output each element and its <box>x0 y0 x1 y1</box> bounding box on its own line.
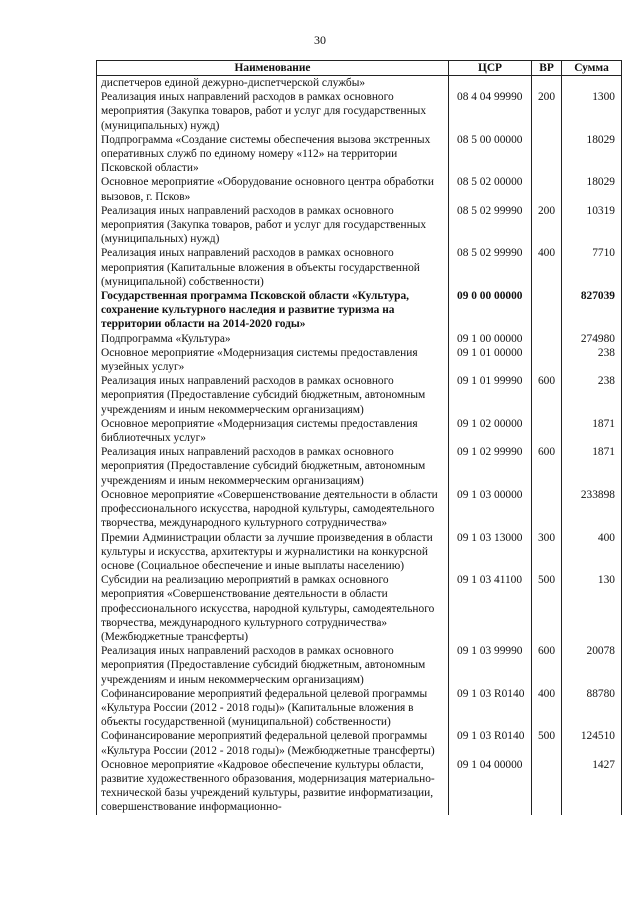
table-row <box>97 332 622 346</box>
row-vr: 400 <box>532 687 562 730</box>
row-csr: 09 1 01 00000 <box>449 346 532 374</box>
row-csr: 09 1 04 00000 <box>449 758 532 815</box>
row-csr: 09 1 01 99990 <box>449 374 532 417</box>
row-name: диспетчеров единой дежурно-диспетчерской службы» <box>97 76 449 91</box>
table-row <box>97 374 622 417</box>
row-name: Основное мероприятие «Модернизация системы предоставления музейных услуг» <box>97 346 449 374</box>
row-vr: 200 <box>532 90 562 133</box>
row-sum: 130 <box>562 573 622 644</box>
row-name: Реализация иных направлений расходов в рамках основного мероприятия (Предоставление субсидий бюджетным, автономным учреждениям и иным некоммерческим организациям) <box>97 445 449 488</box>
row-name: Подпрограмма «Создание системы обеспечения вызова экстренных оперативных служб по единому номеру «112» на территории Псковской области» <box>97 133 449 176</box>
header-csr: ЦСР <box>449 61 532 76</box>
table-row <box>97 644 622 687</box>
row-sum: 400 <box>562 531 622 574</box>
row-csr: 09 1 03 R0140 <box>449 729 532 757</box>
row-sum: 10319 <box>562 204 622 247</box>
row-csr: 09 1 03 00000 <box>449 488 532 531</box>
table-row <box>97 204 622 247</box>
table-row <box>97 729 622 757</box>
row-name: Реализация иных направлений расходов в рамках основного мероприятия (Капитальные вложения в объекты государственной (муниципальной) собственности) <box>97 246 449 289</box>
row-name: Основное мероприятие «Кадровое обеспечение культуры области, развитие художественного образования, модернизация материально-технической базы учреждений культуры, развитие информатизации, совершенствование информационно- <box>97 758 449 815</box>
row-vr <box>532 175 562 203</box>
row-csr: 09 1 03 13000 <box>449 531 532 574</box>
row-csr: 09 1 03 41100 <box>449 573 532 644</box>
table-row <box>97 346 622 374</box>
row-vr <box>532 133 562 176</box>
row-name: Реализация иных направлений расходов в рамках основного мероприятия (Закупка товаров, работ и услуг для государственных (муниципальных) нужд) <box>97 90 449 133</box>
page-number: 30 <box>314 33 326 47</box>
row-vr: 200 <box>532 204 562 247</box>
row-vr <box>532 758 562 815</box>
row-vr <box>532 76 562 91</box>
header-name: Наименование <box>97 61 449 76</box>
row-sum: 124510 <box>562 729 622 757</box>
row-sum: 238 <box>562 346 622 374</box>
row-vr <box>532 332 562 346</box>
row-name: Основное мероприятие «Совершенствование деятельности в области профессионального искусства, народной культуры, самодеятельного творчества, международного культурного сотрудничества» <box>97 488 449 531</box>
row-csr: 08 5 02 00000 <box>449 175 532 203</box>
row-sum: 1300 <box>562 90 622 133</box>
row-name: Софинансирование мероприятий федеральной целевой программы «Культура России (2012 - 2018 годы)» (Капитальные вложения в объекты государственной (муниципальной) собственности) <box>97 687 449 730</box>
row-sum: 238 <box>562 374 622 417</box>
row-vr: 500 <box>532 573 562 644</box>
table-row <box>97 175 622 203</box>
row-sum: 233898 <box>562 488 622 531</box>
table-row <box>97 90 622 133</box>
row-sum: 18029 <box>562 133 622 176</box>
row-sum: 7710 <box>562 246 622 289</box>
row-sum: 274980 <box>562 332 622 346</box>
row-csr: 09 0 00 00000 <box>449 289 532 332</box>
table-row <box>97 133 622 176</box>
table-row <box>97 76 622 91</box>
row-csr <box>449 76 532 91</box>
table-row <box>97 758 622 815</box>
row-name: Подпрограмма «Культура» <box>97 332 449 346</box>
row-vr: 600 <box>532 374 562 417</box>
table-body <box>97 76 622 815</box>
row-sum: 18029 <box>562 175 622 203</box>
row-vr: 300 <box>532 531 562 574</box>
row-sum: 1871 <box>562 417 622 445</box>
row-sum: 827039 <box>562 289 622 332</box>
row-name: Государственная программа Псковской области «Культура, сохранение культурного наследия и развитие туризма на территории области на 2014-2020 годы» <box>97 289 449 332</box>
row-csr: 08 5 02 99990 <box>449 246 532 289</box>
row-csr: 08 5 02 99990 <box>449 204 532 247</box>
table-header-row <box>97 61 622 76</box>
header-vr: ВР <box>532 61 562 76</box>
row-name: Реализация иных направлений расходов в рамках основного мероприятия (Предоставление субсидий бюджетным, автономным учреждениям и иным некоммерческим организациям) <box>97 374 449 417</box>
table-row <box>97 573 622 644</box>
row-name: Премии Администрации области за лучшие произведения в области культуры и искусства, архитектуры и журналистики на конкурсной основе (Социальное обеспечение и иные выплаты населению) <box>97 531 449 574</box>
row-name: Основное мероприятие «Оборудование основного центра обработки вызовов, г. Псков» <box>97 175 449 203</box>
row-name: Софинансирование мероприятий федеральной целевой программы «Культура России (2012 - 2018 годы)» (Межбюджетные трансферты) <box>97 729 449 757</box>
row-name: Основное мероприятие «Модернизация системы предоставления библиотечных услуг» <box>97 417 449 445</box>
row-csr: 09 1 02 99990 <box>449 445 532 488</box>
row-vr <box>532 289 562 332</box>
row-sum: 20078 <box>562 644 622 687</box>
row-vr: 600 <box>532 445 562 488</box>
row-csr: 09 1 03 99990 <box>449 644 532 687</box>
row-name: Реализация иных направлений расходов в рамках основного мероприятия (Закупка товаров, работ и услуг для государственных (муниципальных) нужд) <box>97 204 449 247</box>
row-csr: 08 5 00 00000 <box>449 133 532 176</box>
row-vr <box>532 488 562 531</box>
row-name: Субсидии на реализацию мероприятий в рамках основного мероприятия «Совершенствование деятельности в области профессионального искусства, народной культуры, самодеятельного творчества, международного культурного сотрудничества» (Межбюджетные трансферты) <box>97 573 449 644</box>
table-row <box>97 289 622 332</box>
table-row <box>97 246 622 289</box>
row-csr: 09 1 03 R0140 <box>449 687 532 730</box>
table-row <box>97 687 622 730</box>
row-vr: 600 <box>532 644 562 687</box>
table-row <box>97 531 622 574</box>
row-vr: 500 <box>532 729 562 757</box>
header-sum: Сумма <box>562 61 622 76</box>
table-row <box>97 488 622 531</box>
budget-table <box>96 60 622 815</box>
row-sum: 1427 <box>562 758 622 815</box>
row-vr <box>532 417 562 445</box>
row-sum: 88780 <box>562 687 622 730</box>
row-sum <box>562 76 622 91</box>
row-csr: 08 4 04 99990 <box>449 90 532 133</box>
row-csr: 09 1 00 00000 <box>449 332 532 346</box>
table-row <box>97 445 622 488</box>
row-vr <box>532 346 562 374</box>
row-csr: 09 1 02 00000 <box>449 417 532 445</box>
row-name: Реализация иных направлений расходов в рамках основного мероприятия (Предоставление субсидий бюджетным, автономным учреждениям и иным некоммерческим организациям) <box>97 644 449 687</box>
row-vr: 400 <box>532 246 562 289</box>
row-sum: 1871 <box>562 445 622 488</box>
table-row <box>97 417 622 445</box>
